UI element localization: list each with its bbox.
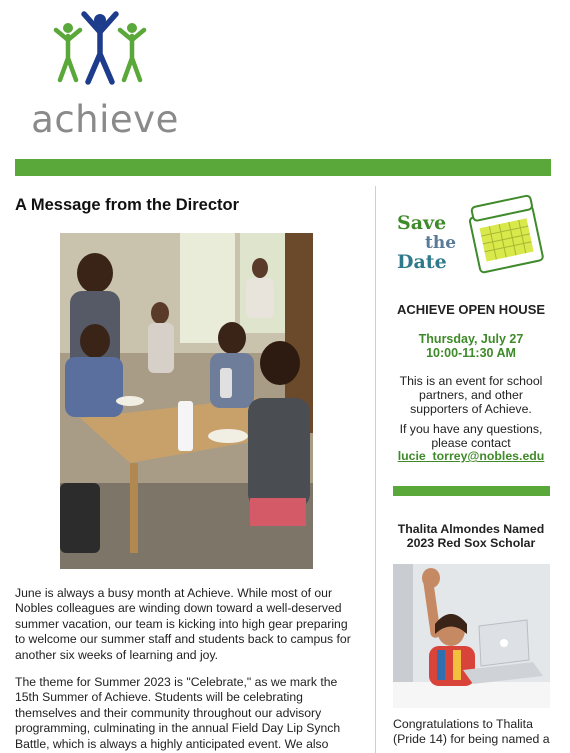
intro-paragraph: June is always a busy month at Achieve. While most of our Nobles colleagues are winding down toward a well-deserved summer vacation, our team is kicking into high gear preparing to welcome our summer staff and students back to campus for another six weeks of learning and joy. — [15, 586, 351, 662]
students-at-table-photo — [60, 233, 313, 569]
logo-wordmark: achieve — [31, 98, 179, 141]
event-contact — [393, 423, 549, 464]
sidebar-divider-bar — [393, 486, 550, 496]
date-word: Date — [397, 251, 447, 273]
event-date — [391, 332, 551, 360]
event-time: 10:00-11:30 AM — [426, 346, 516, 360]
column-divider — [375, 186, 376, 753]
event-title: ACHIEVE OPEN HOUSE — [396, 302, 546, 317]
scholar-title: Thalita Almondes Named 2023 Red Sox Scholar — [397, 522, 545, 550]
save-the-date-graphic — [395, 192, 545, 282]
scholar-description: Congratulations to Thalita (Pride 14) for being named a — [393, 717, 550, 746]
contact-email-link[interactable]: lucie_torrey@nobles.edu — [397, 449, 545, 463]
article-title: A Message from the Director — [15, 196, 240, 214]
the-word: the — [425, 233, 457, 253]
main-column — [15, 186, 365, 751]
achieve-logo — [30, 10, 180, 141]
save-word: Save — [397, 212, 447, 234]
theme-paragraph: The theme for Summer 2023 is "Celebrate," as we mark the 15th Summer of Achieve. Students will be celebrating themselves and their community throughout our advisory programming, culminating in the annual Field Day Lip Synch Battle, which is always a highly anticipated event. We also — [15, 675, 341, 751]
student-raising-hand-photo — [393, 564, 550, 708]
header-divider-bar — [15, 159, 551, 176]
contact-text: If you have any questions, please contact — [399, 422, 543, 450]
event-day: Thursday, July 27 — [418, 332, 524, 346]
three-people-figures-icon — [50, 10, 150, 88]
event-description: This is an event for school partners, and other supporters of Achieve. — [399, 374, 543, 416]
